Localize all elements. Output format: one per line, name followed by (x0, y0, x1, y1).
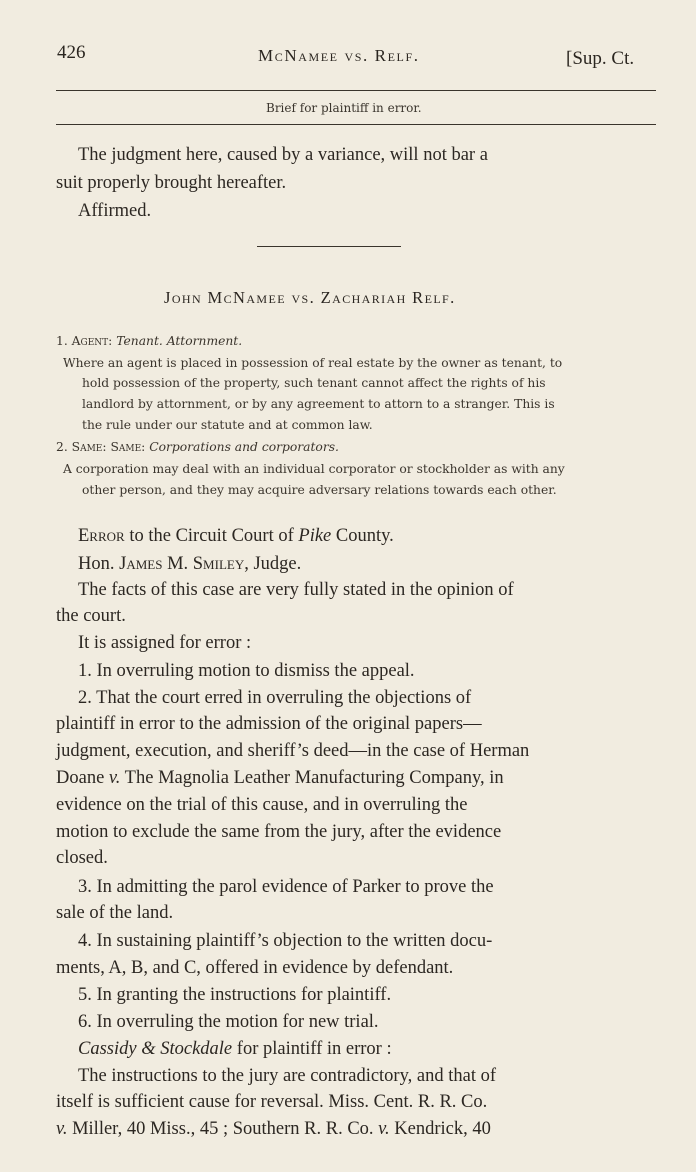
argument-versus-2: v. (378, 1119, 390, 1139)
headnote-2-heading (56, 440, 339, 454)
headnote-2-topic-2: Same: (110, 440, 146, 454)
case-title: John McNamee vs. Zachariah Relf. (164, 288, 456, 307)
error-3-line-2: sale of the land. (56, 903, 174, 923)
error-2-versus: v. (108, 768, 121, 788)
error-4-line-1: 4. In sustaining plaintiff’s objection to the written docu- (78, 931, 493, 951)
headnote-1-subtopics: Tenant. Attornment. (116, 334, 243, 348)
headnote-1-heading (56, 334, 242, 348)
error-5: 5. In granting the instructions for plaintiff. (78, 985, 392, 1005)
assigned-line: It is assigned for error : (78, 633, 252, 653)
counsel-line (78, 1039, 392, 1060)
headnote-2-line-2: other person, and they may acquire adversary relations towards each other. (82, 483, 557, 497)
argument-line-3 (56, 1119, 491, 1140)
argument-line-2: itself is sufficient cause for reversal. Miss. Cent. R. R. Co. (56, 1092, 488, 1112)
prior-case-line-2: suit properly brought hereafter. (56, 173, 287, 193)
error-rest: to the Circuit Court of (124, 526, 299, 546)
headnote-2-number: 2. (56, 440, 68, 454)
headnote-2-topic: Same: (71, 440, 107, 454)
error-2-line-7: closed. (56, 848, 108, 868)
error-6: 6. In overruling the motion for new trial. (78, 1012, 379, 1032)
page-number: 426 (57, 42, 86, 63)
error-2-line-4 (56, 768, 504, 789)
hon-label: Hon. (78, 554, 120, 574)
error-2-line-1: 2. That the court erred in overruling the objections of (78, 688, 472, 708)
error-2-line-4-b: The Magnolia Leather Manufacturing Company, in (120, 768, 504, 788)
counsel-rest: for plaintiff in error : (232, 1039, 392, 1059)
header-rule-top (56, 90, 656, 91)
error-1: 1. In overruling motion to dismiss the appeal. (78, 661, 415, 681)
facts-line-1: The facts of this case are very fully stated in the opinion of (78, 580, 514, 600)
argument-line-1: The instructions to the jury are contradictory, and that of (78, 1066, 497, 1086)
running-title: McNamee vs. Relf. (258, 46, 420, 65)
judge-line (78, 554, 301, 575)
prior-case-line-1: The judgment here, caused by a variance, will not bar a (78, 145, 488, 165)
argument-line-3-a: Miller, 40 Miss., 45 ; Southern R. R. Co. (67, 1119, 379, 1139)
headnote-1-number: 1. (56, 334, 68, 348)
headnote-1-line-1: Where an agent is placed in possession of real estate by the owner as tenant, to (63, 356, 563, 370)
error-2-line-2: plaintiff in error to the admission of the original papers— (56, 714, 482, 734)
affirmed: Affirmed. (78, 201, 152, 221)
error-2-line-5: evidence on the trial of this cause, and in overruling the (56, 795, 468, 815)
error-2-line-6: motion to exclude the same from the jury, after the evidence (56, 822, 502, 842)
argument-line-3-b: Kendrick, 40 (389, 1119, 491, 1139)
headnote-1-topic: Agent: (71, 334, 113, 348)
error-3-line-1: 3. In admitting the parol evidence of Parker to prove the (78, 877, 494, 897)
judge-rest: , Judge. (244, 554, 302, 574)
headnote-1-line-3: landlord by attornment, or by any agreement to attorn to a stranger. This is (82, 397, 555, 411)
counsel-names: Cassidy & Stockdale (78, 1039, 233, 1059)
header-rule-bottom (56, 124, 656, 125)
error-2-line-3: judgment, execution, and sheriff’s deed—in the case of Herman (56, 741, 530, 761)
error-2-line-4-a: Doane (56, 768, 109, 788)
judge-name: James M. Smiley (119, 554, 245, 574)
error-4-line-2: ments, A, B, and C, offered in evidence by defendant. (56, 958, 454, 978)
facts-line-2: the court. (56, 606, 126, 626)
argument-versus-1: v. (56, 1119, 68, 1139)
county-rest: County. (331, 526, 394, 546)
county-name: Pike (298, 526, 332, 546)
case-separator (257, 246, 401, 247)
court-label: [Sup. Ct. (566, 48, 635, 69)
error-word: Error (78, 526, 125, 546)
headnote-2-line-1: A corporation may deal with an individual corporator or stockholder as with any (63, 462, 565, 476)
headnote-1-line-4: the rule under our statute and at common law. (82, 418, 373, 432)
error-line (78, 526, 394, 547)
brief-label: Brief for plaintiff in error. (266, 101, 422, 115)
headnote-1-line-2: hold possession of the property, such tenant cannot affect the rights of his (82, 376, 546, 390)
headnote-2-subtopics: Corporations and corporators. (149, 440, 339, 454)
